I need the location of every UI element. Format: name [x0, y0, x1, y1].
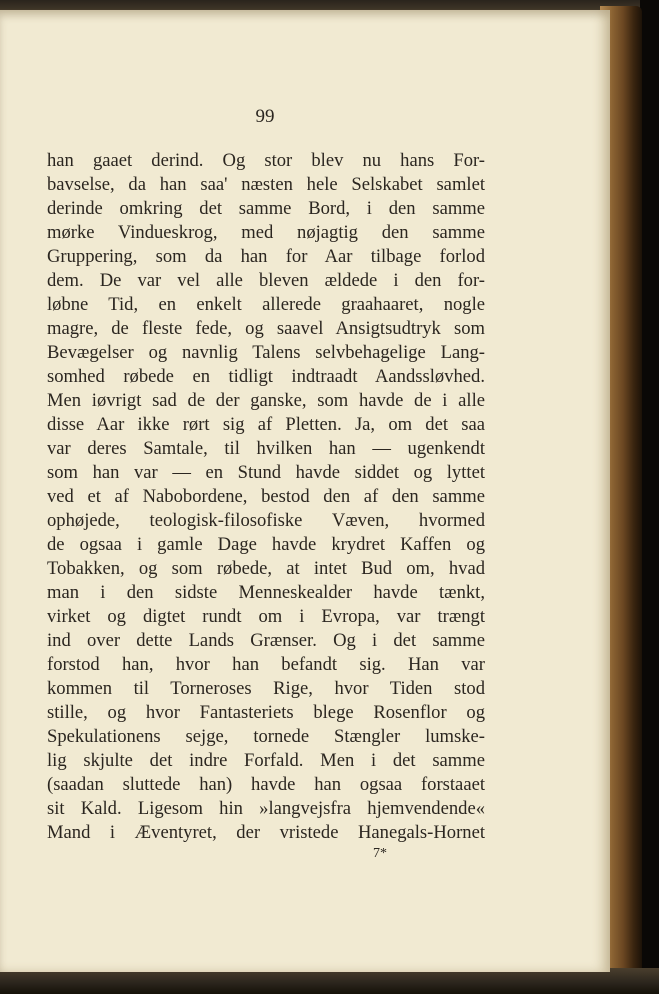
text-line: mørke Vindueskrog, med nøjagtig den samme — [47, 222, 485, 243]
text-line: dem. De var vel alle bleven ældede i den for- — [47, 270, 485, 291]
page-number: 99 — [255, 106, 275, 127]
text-line: stille, og hvor Fantasteriets blege Rosenflor og — [47, 702, 485, 723]
text-line: (saadan sluttede han) havde han ogsaa forstaaet — [47, 774, 485, 795]
text-line: kommen til Torneroses Rige, hvor Tiden stod — [47, 678, 485, 699]
text-line: som han var — en Stund havde siddet og lyttet — [47, 462, 485, 483]
text-line: Bevægelser og navnlig Talens selvbehagelige Lang- — [47, 342, 485, 363]
signature-mark: 7* — [373, 846, 387, 861]
text-line: disse Aar ikke rørt sig af Pletten. Ja, om det saa — [47, 414, 485, 435]
text-line: man i den sidste Menneskealder havde tænkt, — [47, 582, 485, 603]
text-line: Gruppering, som da han for Aar tilbage forlod — [47, 246, 485, 267]
scan-background — [640, 0, 659, 994]
text-line: somhed røbede en tidligt indtraadt Aandssløvhed. — [47, 366, 485, 387]
text-line: ved et af Nabobordene, bestod den af den samme — [47, 486, 485, 507]
text-line: lig skjulte det indre Forfald. Men i det samme — [47, 750, 485, 771]
text-line: Spekulationens sejge, tornede Stængler lumske- — [47, 726, 485, 747]
text-line: ophøjede, teologisk-filosofiske Væven, hvormed — [47, 510, 485, 531]
text-line: forstod han, hvor han befandt sig. Han var — [47, 654, 485, 675]
text-line: bavselse, da han saa' næsten hele Selskabet samlet — [47, 174, 485, 195]
text-line: var deres Samtale, til hvilken han — ugenkendt — [47, 438, 485, 459]
text-line: virket og digtet rundt om i Evropa, var trængt — [47, 606, 485, 627]
text-line: Mand i Æventyret, der vristede Hanegals-Hornet — [47, 822, 485, 843]
body-text — [47, 149, 485, 845]
text-line: ind over dette Lands Grænser. Og i det samme — [47, 630, 485, 651]
text-line: sit Kald. Ligesom hin »langvejsfra hjemvendende« — [47, 798, 485, 819]
text-line: løbne Tid, en enkelt allerede graahaaret, nogle — [47, 294, 485, 315]
text-line: derinde omkring det samme Bord, i den samme — [47, 198, 485, 219]
text-line: Men iøvrigt sad de der ganske, som havde de i alle — [47, 390, 485, 411]
text-line: magre, de fleste fede, og saavel Ansigtsudtryk som — [47, 318, 485, 339]
book-page — [0, 10, 610, 972]
text-line: de ogsaa i gamle Dage havde krydret Kaffen og — [47, 534, 485, 555]
text-line: Tobakken, og som røbede, at intet Bud om, hvad — [47, 558, 485, 579]
text-line: han gaaet derind. Og stor blev nu hans For- — [47, 150, 485, 171]
